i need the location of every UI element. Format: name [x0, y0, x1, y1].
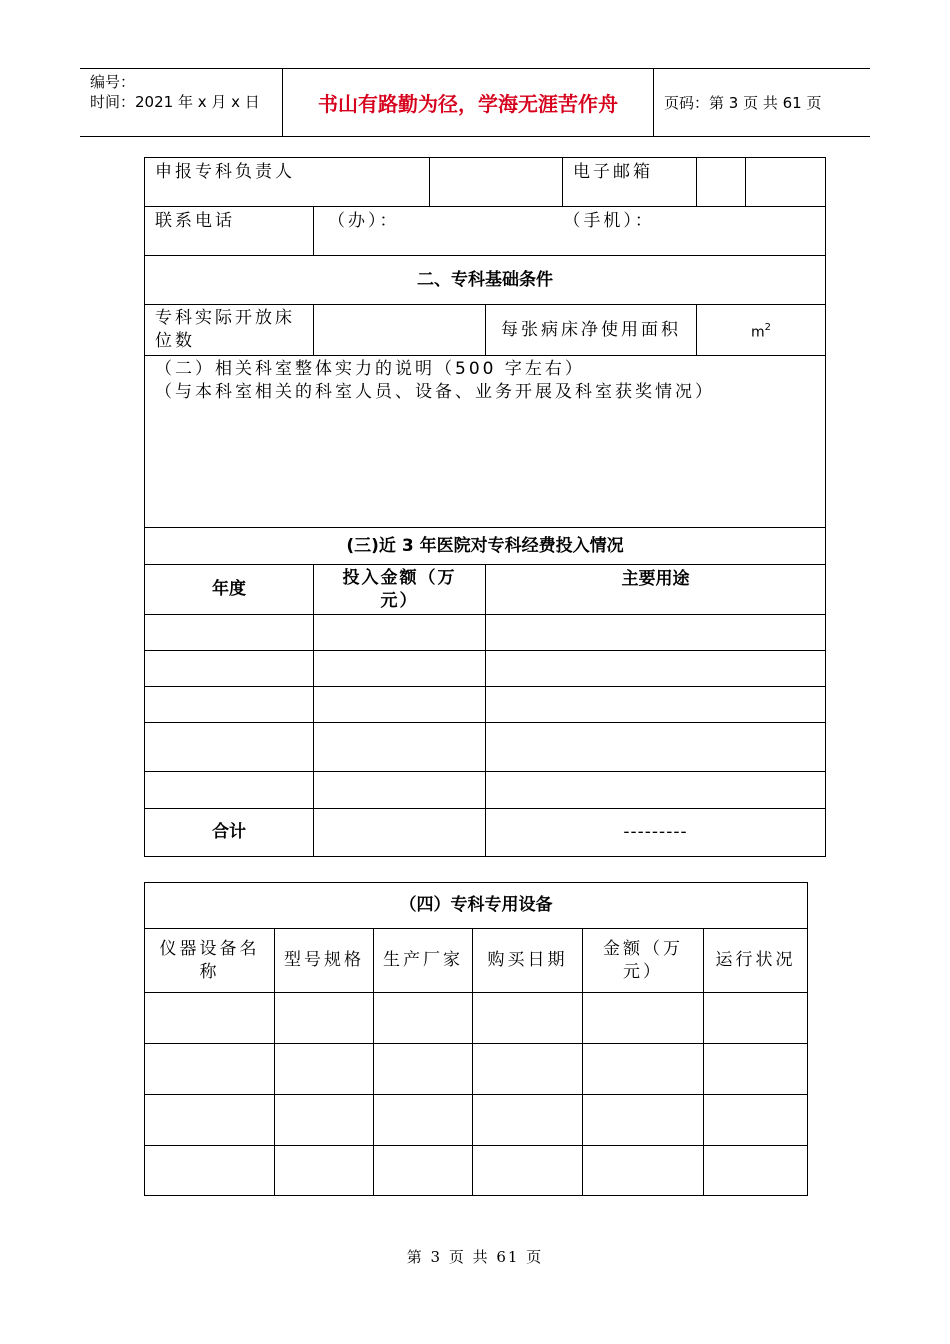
basic-conditions-title: 二、专科基础条件 — [145, 256, 826, 305]
form-row-phone — [145, 207, 826, 256]
equipment-cell[interactable] — [374, 1044, 473, 1095]
funds-header-year: 年度 — [145, 565, 314, 615]
total-label: 合计 — [145, 809, 314, 857]
funds-title: (三)近 3 年医院对专科经费投入情况 — [145, 528, 826, 565]
beds-label: 专科实际开放床位数 — [145, 305, 314, 356]
equipment-cell[interactable] — [704, 1044, 808, 1095]
funds-usage-cell[interactable] — [486, 687, 826, 723]
funds-header-row — [145, 565, 826, 615]
equipment-cell[interactable] — [583, 1146, 704, 1196]
equipment-cell[interactable] — [145, 993, 275, 1044]
equipment-header-model: 型号规格 — [275, 929, 374, 993]
equipment-cell[interactable] — [145, 1146, 275, 1196]
funds-year-cell[interactable] — [145, 723, 314, 772]
area-label: 每张病床净使用面积 — [486, 305, 697, 356]
funds-row — [145, 772, 826, 809]
equipment-row — [145, 1044, 808, 1095]
equipment-cell[interactable] — [583, 1044, 704, 1095]
funds-usage-cell[interactable] — [486, 615, 826, 651]
page-footer: 第 3 页 共 61 页 — [406, 1248, 544, 1266]
equipment-cell[interactable] — [473, 993, 583, 1044]
equipment-row — [145, 993, 808, 1044]
funds-row — [145, 723, 826, 772]
equipment-cell[interactable] — [473, 1146, 583, 1196]
equipment-row — [145, 1146, 808, 1196]
funds-year-cell[interactable] — [145, 651, 314, 687]
equipment-table — [144, 882, 808, 1196]
equipment-cell[interactable] — [704, 1095, 808, 1146]
funds-year-cell[interactable] — [145, 687, 314, 723]
equipment-cell[interactable] — [374, 1146, 473, 1196]
total-amount-cell[interactable] — [314, 809, 486, 857]
phone-value[interactable] — [314, 207, 826, 256]
equipment-cell[interactable] — [275, 1095, 374, 1146]
equipment-cell[interactable] — [473, 1044, 583, 1095]
funds-usage-cell[interactable] — [486, 723, 826, 772]
equipment-header-date: 购买日期 — [473, 929, 583, 993]
area-unit: m — [750, 324, 765, 341]
funds-year-cell[interactable] — [145, 772, 314, 809]
number-label: 编号： — [90, 73, 136, 91]
equipment-cell[interactable] — [145, 1044, 275, 1095]
form-row-strength — [145, 356, 826, 528]
equipment-header-row — [145, 929, 808, 993]
email-label: 电子邮箱 — [563, 158, 697, 207]
beds-value[interactable] — [314, 305, 486, 356]
funds-amount-cell[interactable] — [314, 723, 486, 772]
funds-year-cell[interactable] — [145, 615, 314, 651]
funds-amount-cell[interactable] — [314, 615, 486, 651]
equipment-header-status: 运行状况 — [704, 929, 808, 993]
equipment-cell[interactable] — [374, 993, 473, 1044]
area-unit-sup: 2 — [764, 321, 771, 333]
equipment-title: （四）专科专用设备 — [145, 883, 808, 929]
motto: 书山有路勤为径，学海无涯苦作舟 — [282, 69, 654, 136]
funds-row — [145, 615, 826, 651]
funds-total-row — [145, 809, 826, 857]
form-row-basic-title — [145, 256, 826, 305]
equipment-title-row — [145, 883, 808, 929]
strength-note: （与本科室相关的科室人员、设备、业务开展及科室获奖情况） — [155, 382, 715, 402]
equipment-header-name: 仪器设备名称 — [145, 929, 275, 993]
mobile-phone-label: （手机）： — [563, 211, 655, 231]
total-usage-dash: --------- — [486, 809, 826, 857]
equipment-cell[interactable] — [704, 1146, 808, 1196]
funds-header-usage: 主要用途 — [486, 565, 826, 615]
equipment-cell[interactable] — [145, 1095, 275, 1146]
funds-usage-cell[interactable] — [486, 651, 826, 687]
form-row-applicant — [145, 158, 826, 207]
email-value[interactable] — [697, 158, 746, 207]
page-indicator: 页码：第 3 页 共 61 页 — [664, 94, 822, 112]
equipment-row — [145, 1095, 808, 1146]
form-row-beds — [145, 305, 826, 356]
funds-amount-cell[interactable] — [314, 687, 486, 723]
equipment-cell[interactable] — [275, 993, 374, 1044]
equipment-cell[interactable] — [275, 1146, 374, 1196]
time-label: 时间：2021 年 x 月 x 日 — [90, 93, 260, 111]
equipment-header-amount: 金额（万元） — [583, 929, 704, 993]
equipment-cell[interactable] — [275, 1044, 374, 1095]
funds-usage-cell[interactable] — [486, 772, 826, 809]
strength-cell[interactable] — [145, 356, 826, 528]
equipment-cell[interactable] — [704, 993, 808, 1044]
equipment-cell[interactable] — [374, 1095, 473, 1146]
application-form-table — [144, 157, 826, 857]
email-value-extra[interactable] — [746, 158, 826, 207]
equipment-cell[interactable] — [473, 1095, 583, 1146]
equipment-header-maker: 生产厂家 — [374, 929, 473, 993]
funds-row — [145, 687, 826, 723]
office-phone-label: （办）： — [328, 211, 400, 231]
applicant-label: 申报专科负责人 — [145, 158, 430, 207]
funds-amount-cell[interactable] — [314, 651, 486, 687]
funds-amount-cell[interactable] — [314, 772, 486, 809]
equipment-cell[interactable] — [583, 993, 704, 1044]
area-value[interactable] — [697, 305, 826, 356]
phone-label: 联系电话 — [145, 207, 314, 256]
form-row-funds-title — [145, 528, 826, 565]
page-header — [80, 68, 870, 137]
equipment-cell[interactable] — [583, 1095, 704, 1146]
funds-row — [145, 651, 826, 687]
header-meta — [80, 69, 282, 136]
funds-header-amount: 投入金额（万元） — [314, 565, 486, 615]
applicant-value[interactable] — [430, 158, 563, 207]
strength-title: （二）相关科室整体实力的说明（500 字左右） — [155, 359, 585, 379]
